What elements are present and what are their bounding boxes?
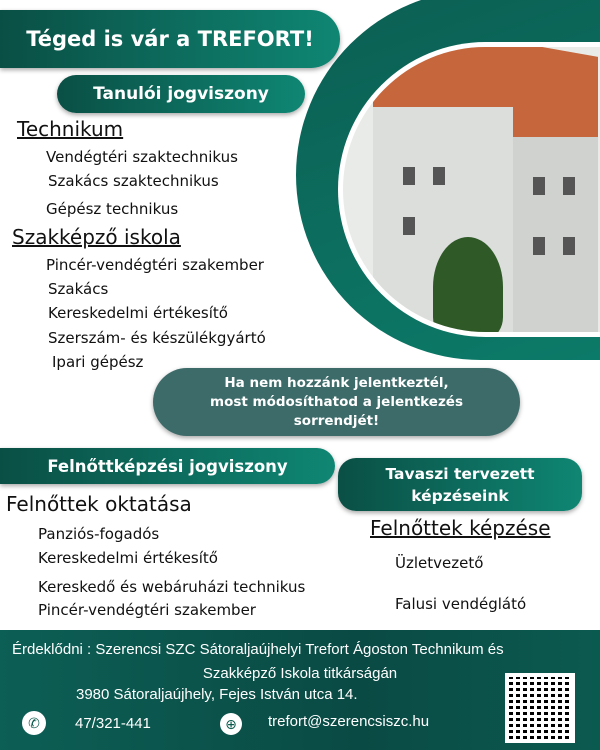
footer-line2: Szakképző Iskola titkárságán <box>202 665 398 682</box>
list-item: Falusi vendéglátó <box>395 595 527 613</box>
spring-courses-pill: Tavaszi tervezett képzéseink <box>338 458 582 511</box>
list-item: Szerszám- és készülékgyártó <box>48 329 266 347</box>
title-banner: Téged is vár a TREFORT! <box>0 10 340 68</box>
phone-icon: ✆ <box>22 711 46 735</box>
list-item: Vendégtéri szaktechnikus <box>46 148 238 166</box>
list-item: Pincér-vendégtéri szakember <box>38 601 256 619</box>
footer-phone[interactable]: 47/321-441 <box>75 715 151 732</box>
adult-heading: Felnőttek oktatása <box>6 492 192 516</box>
technikum-heading: Technikum <box>17 117 124 141</box>
list-item: Kereskedelmi értékesítő <box>38 549 218 567</box>
list-item: Szakács szaktechnikus <box>48 172 219 190</box>
student-status-pill: Tanulói jogviszony <box>57 75 305 113</box>
list-item: Kereskedő és webáruházi technikus <box>38 578 306 596</box>
footer-line1: Érdeklődni : Szerencsi SZC Sátoraljaújhelyi Trefort Ágoston Technikum és <box>12 641 504 658</box>
list-item: Szakács <box>48 280 109 298</box>
school-building-photo <box>338 42 600 337</box>
footer-address: 3980 Sátoraljaújhely, Fejes István utca 14. <box>76 686 358 703</box>
notice-pill: Ha nem hozzánk jelentkeztél, most módosíthatod a jelentkezés sorrendjét! <box>153 368 520 436</box>
szakkepzo-heading: Szakképző iskola <box>12 225 181 249</box>
adult-status-pill: Felnőttképzési jogviszony <box>0 448 335 484</box>
list-item: Üzletvezető <box>395 554 484 572</box>
list-item: Panziós-fogadós <box>38 525 160 543</box>
list-item: Kereskedelmi értékesítő <box>48 304 228 322</box>
contact-footer <box>0 630 600 750</box>
globe-icon: ⊕ <box>220 713 242 735</box>
list-item: Pincér-vendégtéri szakember <box>46 256 264 274</box>
footer-email[interactable]: trefort@szerencsiszc.hu <box>268 713 430 730</box>
list-item: Gépész technikus <box>46 200 179 218</box>
spring-heading: Felnőttek képzése <box>370 516 551 540</box>
list-item: Ipari gépész <box>52 353 144 371</box>
qr-code <box>505 673 575 743</box>
